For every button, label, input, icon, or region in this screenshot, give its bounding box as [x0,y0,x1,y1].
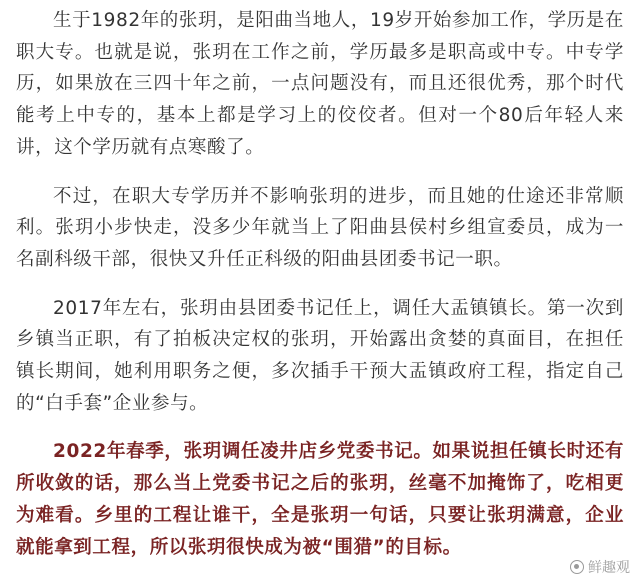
paragraph-party-secretary: 2022年春季，张玥调任凌井店乡党委书记。如果说担任镇长时还有所收敛的话，那么当上党委书记之后的张玥，丝毫不加掩饰了，吃相更为难看。乡里的工程让谁干，全是张玥一句话，只要让张玥满意，企业就能拿到工程，所以张玥很快成为被“围猎”的目标。 [16,441,624,558]
paragraph-career: 不过，在职大专学历并不影响张玥的进步，而且她的仕途还非常顺利。张玥小步快走，没多少年就当上了阳曲县侯村乡组宣委员，成为一名副科级干部，很快又升任正科级的阳曲县团委书记一职。 [16,185,624,270]
watermark-text: 鲜趣观 [588,560,630,576]
logo-icon [570,560,584,574]
watermark [570,557,630,577]
paragraph-town-mayor: 2017年左右，张玥由县团委书记任上，调任大盂镇镇长。第一次到乡镇当正职，有了拍板决定权的张玥，开始露出贪婪的真面目，在担任镇长期间，她利用职务之便，多次插手干预大盂镇政府工程，指定自己的“白手套”企业参与。 [16,297,624,414]
paragraph-background: 生于1982年的张玥，是阳曲当地人，19岁开始参加工作，学历是在职大专。也就是说，张玥在工作之前，学历最多是职高或中专。中专学历，如果放在三四十年之前，一点问题没有，而且还很优秀，那个时代能考上中专的，基本上都是学习上的佼佼者。但对一个80后年轻人来讲，这个学历就有点寒酸了。 [16,10,624,158]
